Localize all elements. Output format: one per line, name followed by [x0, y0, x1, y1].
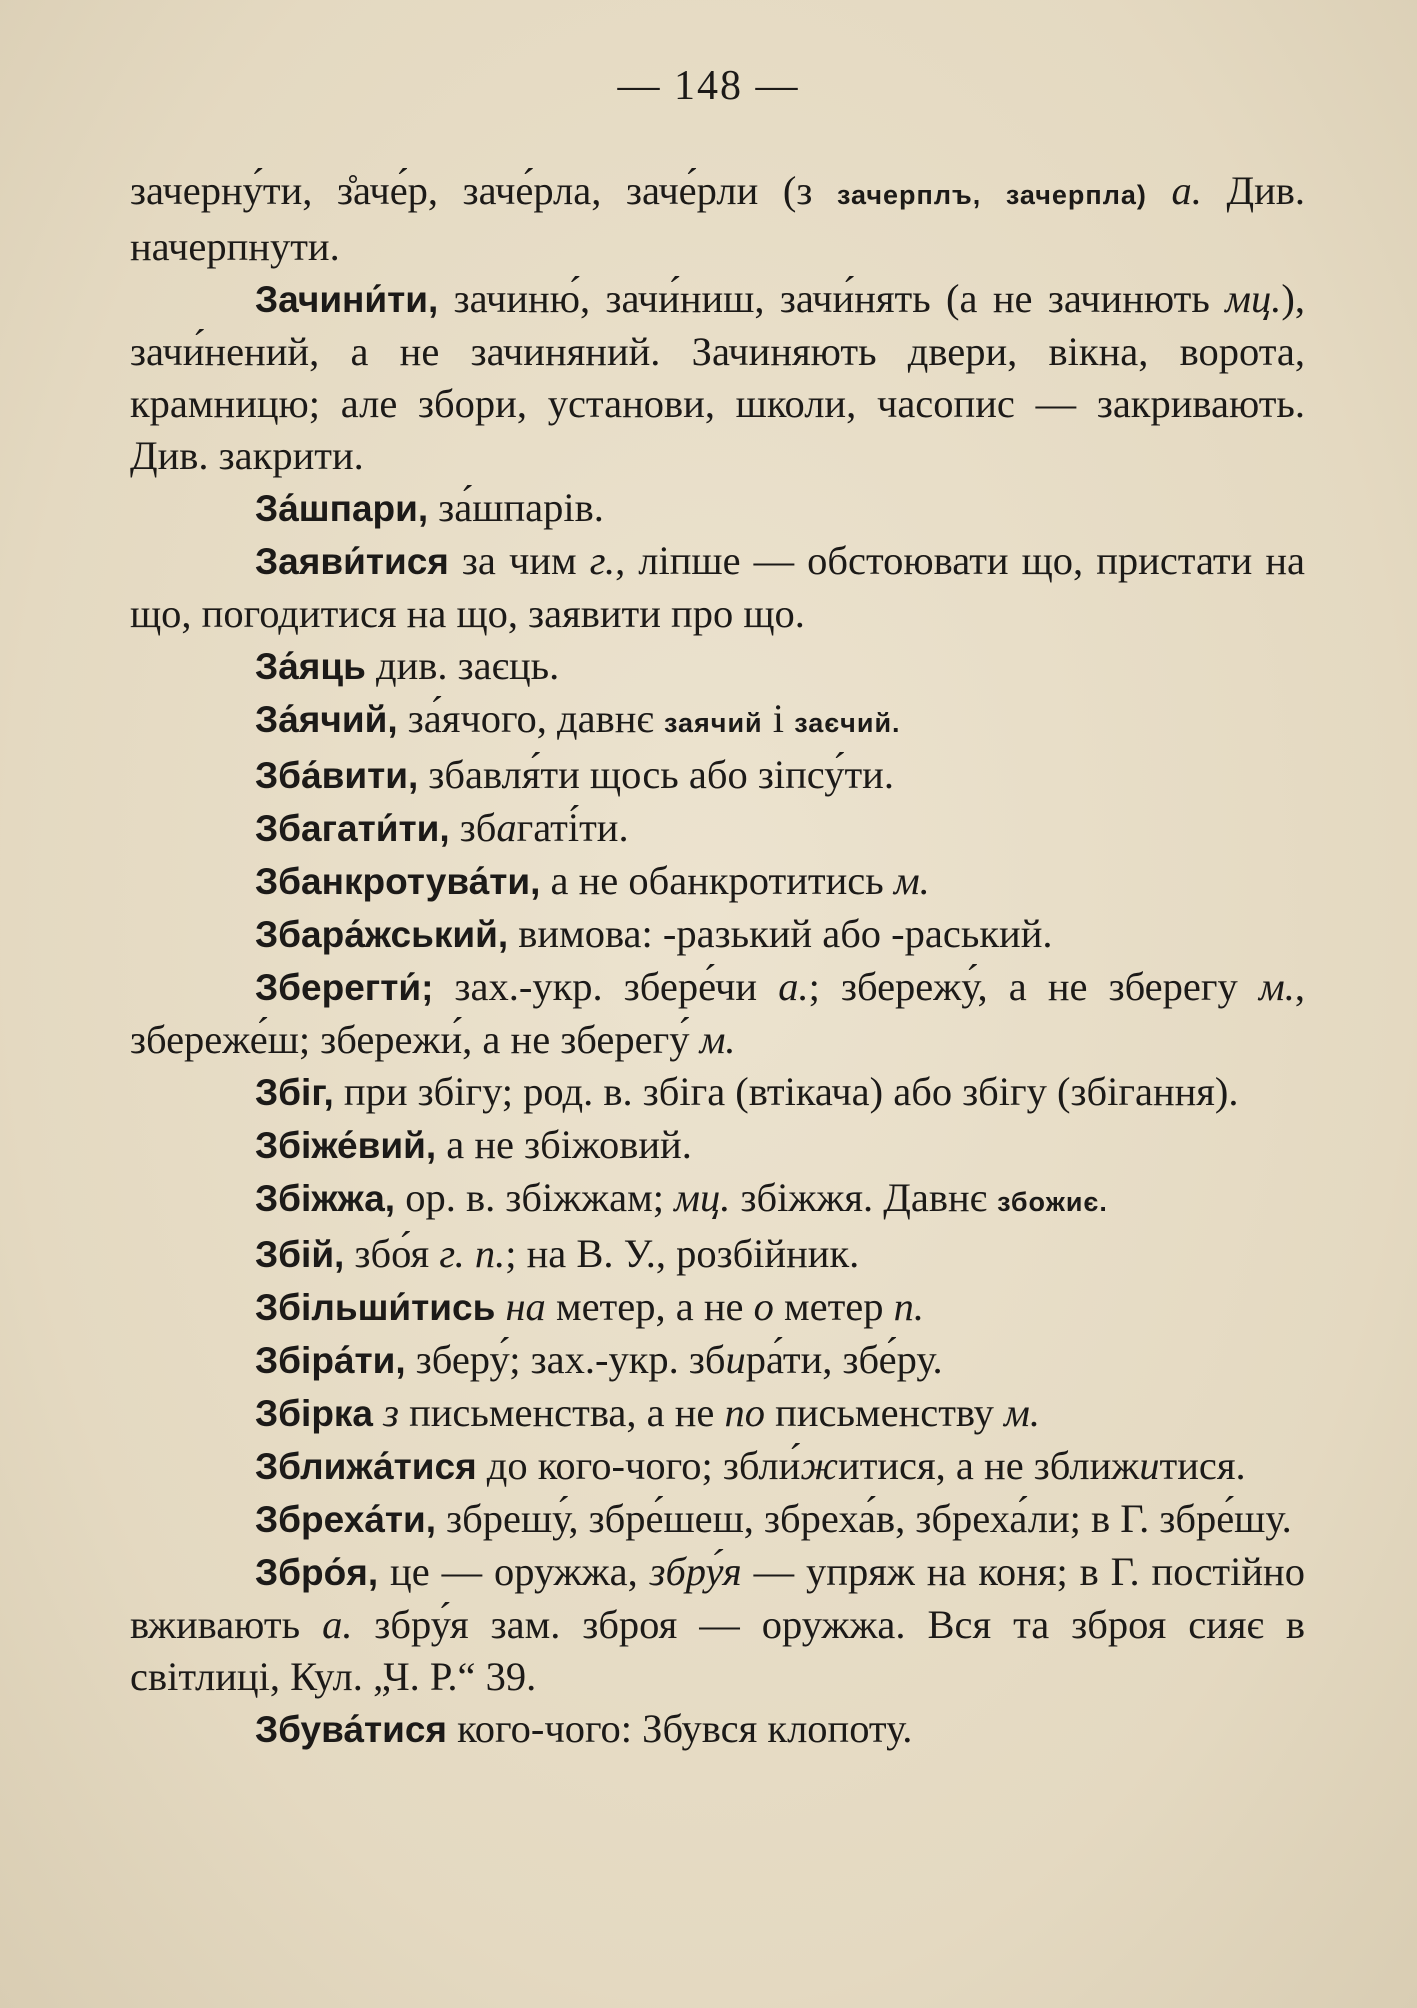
headword: Збільши́тись — [255, 1287, 496, 1328]
region-mark: мц. — [1225, 276, 1282, 321]
dictionary-entry — [130, 1066, 1305, 1119]
headword: Збіра́ти, — [255, 1340, 406, 1381]
entry-text: див. заєць. — [365, 643, 560, 688]
entry-text: итися, а не зближ — [838, 1443, 1140, 1488]
region-mark: г. п. — [439, 1231, 506, 1276]
dictionary-entry — [130, 640, 1305, 693]
dictionary-entry — [130, 1440, 1305, 1493]
dictionary-entry — [130, 273, 1305, 482]
dictionary-entry — [130, 908, 1305, 961]
headword: Збара́жський, — [255, 914, 509, 955]
headword: За́шпари, — [255, 488, 429, 529]
entry-text: гаті́ти. — [516, 805, 629, 850]
region-mark: мц. — [674, 1175, 731, 1220]
entry-text — [495, 1284, 505, 1329]
old-orthography: збожиє. — [997, 1187, 1108, 1217]
entry-text: ; на В. У., розбійник. — [505, 1231, 860, 1276]
entry-text: збру́я зам. зброя — оружжа. Вся та зброя сияє в світлиці, Кул. „Ч. Р.“ 39. — [130, 1602, 1305, 1699]
headword: Збува́тися — [255, 1709, 447, 1750]
entry-text — [373, 1390, 383, 1435]
region-mark: а. — [778, 964, 809, 1009]
headword: Збій, — [255, 1234, 345, 1275]
headword: Заяви́тися — [255, 541, 449, 582]
preposition-italic: по — [724, 1390, 766, 1435]
entry-text: збавля́ти щось або зіпсу́ти. — [418, 752, 894, 797]
word-italic: збру́я — [649, 1549, 742, 1594]
region-mark: м. — [893, 858, 930, 903]
preposition-italic: о — [753, 1284, 774, 1329]
stress-mark-italic: а — [496, 805, 517, 850]
entry-text: і — [762, 696, 795, 741]
entry-text: збрешу́, збре́шеш, збреха́в, збреха́ли; в Г. збре́шу. — [436, 1496, 1292, 1541]
region-mark: п. — [893, 1284, 924, 1329]
entry-text: метер, а не — [545, 1284, 754, 1329]
preposition-italic: на — [505, 1284, 546, 1329]
headword: Зба́вити, — [255, 755, 419, 796]
entry-text: за́ячого, давнє — [397, 696, 664, 741]
dictionary-entry — [130, 535, 1305, 640]
entry-text: письменству — [765, 1390, 1005, 1435]
headword: Збреха́ти, — [255, 1499, 437, 1540]
entry-text: ор. в. збіжжам; — [395, 1175, 675, 1220]
page-number: — 148 — — [617, 63, 800, 109]
entry-text: зачерну́ти, з̊аче́р, заче́рла, заче́рли (з — [130, 168, 837, 213]
entry-text — [1147, 168, 1172, 213]
old-orthography: зачерплъ, — [836, 180, 982, 210]
entry-text: збо́я — [344, 1231, 440, 1276]
entry-text: за́шпарів. — [428, 485, 604, 530]
dictionary-entry — [130, 1546, 1305, 1703]
dictionary-entry — [130, 1172, 1305, 1228]
dictionary-entry — [130, 1493, 1305, 1546]
entry-text: а не обанкротитись — [540, 858, 894, 903]
entry-text — [981, 168, 1006, 213]
headword: Збіжжа, — [255, 1178, 396, 1219]
region-mark: м. — [1004, 1390, 1040, 1435]
dictionary-entry — [130, 693, 1305, 749]
entry-text: зб — [449, 805, 497, 850]
entry-text: збіжжя. Давнє — [730, 1175, 998, 1220]
dictionary-entry — [130, 1387, 1305, 1440]
preposition-italic: з — [383, 1390, 399, 1435]
letter-italic: и — [725, 1337, 746, 1382]
entry-text: ; збережу́, а не зберегу — [808, 964, 1259, 1009]
old-orthography: зачерпла) — [1005, 180, 1147, 210]
entry-text: — упряж на коня; в Г. постійно вживають — [130, 1549, 1305, 1647]
entry-text: а не збіжовий. — [436, 1122, 692, 1167]
dictionary-entry — [130, 855, 1305, 908]
entry-text: при збігу; род. в. збіга (втікача) або збігу (збігання). — [333, 1069, 1239, 1114]
dictionary-entry — [130, 749, 1305, 802]
entry-text: це — оружжа, — [378, 1549, 650, 1594]
page-body — [130, 165, 1305, 1756]
letter-italic: и — [1139, 1443, 1160, 1488]
entry-text: кого-чого: Збувся клопоту. — [447, 1706, 913, 1751]
dictionary-entry — [130, 1281, 1305, 1334]
letter-italic: ж — [800, 1443, 839, 1488]
entry-text: зберу́; зах.-укр. зб — [405, 1337, 726, 1382]
entry-text: зачиню́, зачи́ниш, зачи́нять (а не зачинють — [438, 276, 1226, 321]
dictionary-entry — [130, 1703, 1305, 1756]
dictionary-entry — [130, 1228, 1305, 1281]
dictionary-entry — [130, 482, 1305, 535]
headword: Збіг, — [255, 1072, 334, 1113]
headword: Зачини́ти, — [255, 279, 439, 320]
entry-text: до кого-чого; збли́ — [476, 1443, 801, 1488]
headword: Зберегти́; — [255, 967, 434, 1008]
dictionary-entry — [130, 802, 1305, 855]
dictionary-entry — [130, 1334, 1305, 1387]
entry-text: зах.-укр. збере́чи — [433, 964, 779, 1009]
region-mark: а. — [322, 1602, 353, 1647]
old-orthography: заячий — [663, 708, 763, 738]
entry-text: тися. — [1159, 1443, 1246, 1488]
entry-text: письменства, а не — [398, 1390, 725, 1435]
dictionary-entry — [130, 961, 1305, 1066]
headword: За́ячий, — [255, 699, 398, 740]
region-mark: г. — [589, 538, 616, 583]
headword: Збагати́ти, — [255, 808, 450, 849]
entry-text: ра́ти, збе́ру. — [745, 1337, 943, 1382]
old-orthography: заєчий. — [794, 708, 901, 738]
entry-text: вимова: -разький або -раський. — [508, 911, 1053, 956]
entry-text: метер — [773, 1284, 894, 1329]
headword: Збанкротува́ти, — [255, 861, 541, 902]
entry-text: за чим — [448, 538, 590, 583]
headword: За́яць — [255, 646, 366, 687]
entry-text: ), зачи́нений, а не зачиняний. Зачиняють двери, вікна, ворота, крамницю; але збори, установи, школи, часопис — закривають. Див. закрити. — [130, 276, 1305, 478]
headword: Зближа́тися — [255, 1446, 477, 1487]
headword: Збро́я, — [255, 1552, 379, 1593]
dictionary-entry — [130, 165, 1305, 273]
entry-text: , збереже́ш; збережи́, а не зберегу́ — [130, 964, 1305, 1062]
dictionary-entry — [130, 1119, 1305, 1172]
headword: Збірка — [255, 1393, 374, 1434]
region-mark: м. — [699, 1017, 736, 1062]
entry-text: , ліпше — обстоювати що, пристати на що, погодитися на що, заявити про що. — [130, 538, 1305, 636]
region-mark: м. — [1258, 964, 1295, 1009]
region-mark: а. — [1171, 168, 1202, 213]
headword: Збіже́вий, — [255, 1125, 437, 1166]
entry-text: Див. начерпнути. — [130, 168, 1306, 269]
